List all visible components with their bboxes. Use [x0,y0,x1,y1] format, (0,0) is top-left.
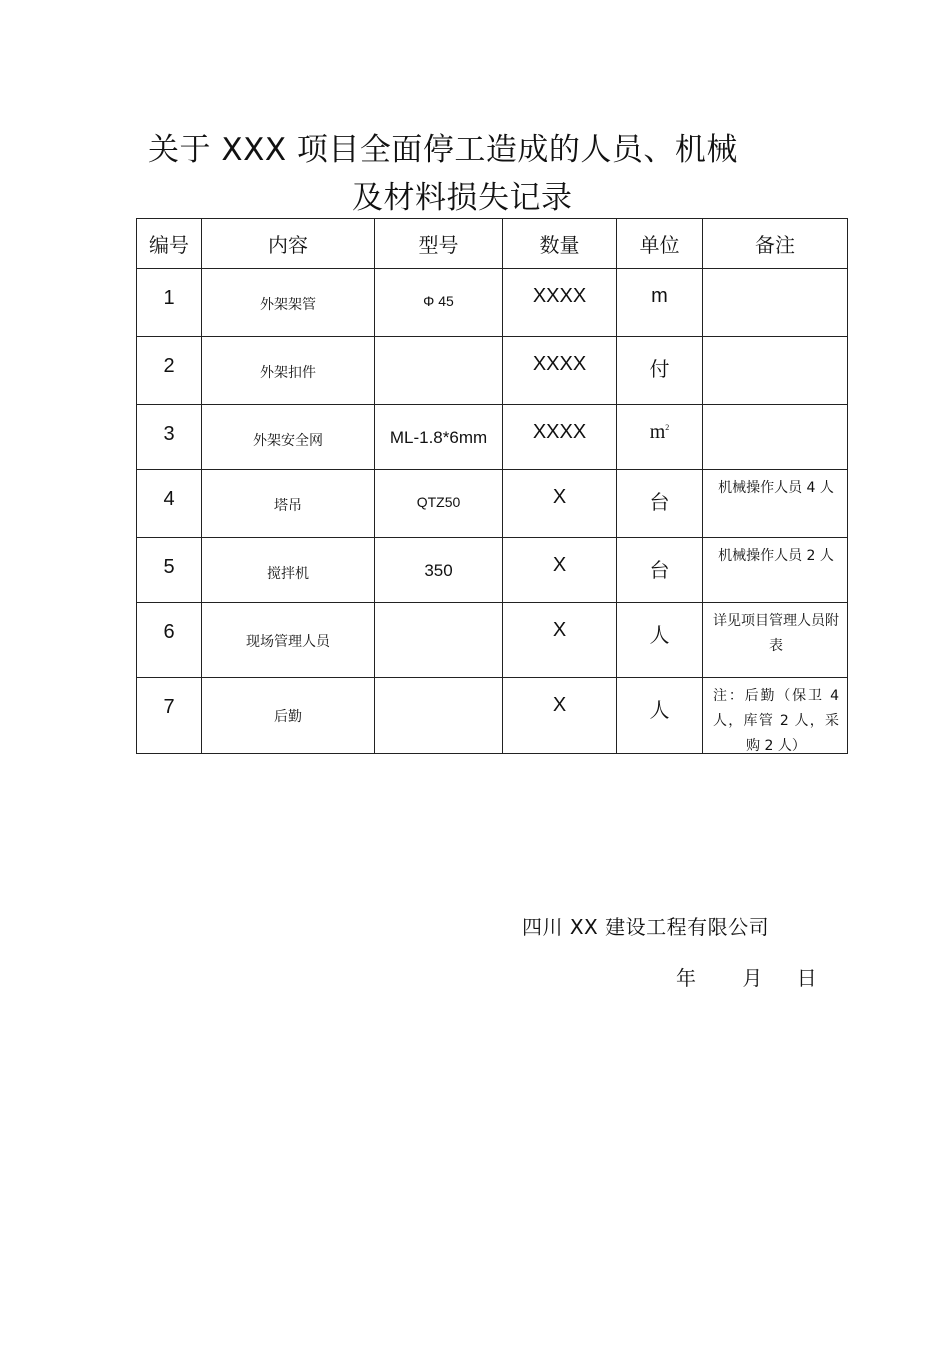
year-label: 年 [676,966,696,990]
row-quantity: XXXX [532,285,587,307]
unit-text: m [649,421,666,443]
row-quantity: X [552,619,567,641]
row-number: 2 [163,355,175,377]
row-content: 搅拌机 [267,566,309,582]
header-content: 内容 [202,219,375,269]
row-number: 1 [163,287,175,309]
row-quantity: XXXX [532,421,587,443]
date-line [676,962,817,991]
unit-superscript: 2 [665,423,670,432]
row-unit: 台 [649,558,670,582]
row-unit: m [651,285,668,307]
table-row [137,603,848,678]
loss-record-table [136,218,848,754]
row-quantity: X [552,486,567,508]
table-row [137,269,848,337]
table-row [137,538,848,603]
row-model: ML-1.8*6mm [389,428,488,447]
header-number: 编号 [137,219,202,269]
day-label: 日 [796,966,817,990]
row-content: 塔吊 [274,498,302,514]
row-model: 350 [424,561,453,580]
document-title-line-2: 及材料损失记录 [352,180,573,216]
row-remark: 注：后勤（保卫 4 人，库管 2 人，采购 2 人） [713,688,839,754]
row-content: 外架扣件 [260,365,316,381]
row-model: QTZ50 [416,494,461,510]
row-unit: 人 [649,698,670,722]
table-row [137,405,848,470]
row-content: 后勤 [274,709,302,725]
row-quantity: XXXX [532,353,587,375]
row-remark: 机械操作人员 2 人 [718,548,834,564]
table-header-row [137,219,848,269]
row-number: 7 [163,696,175,718]
document-title-line-1: 关于 XXX 项目全面停工造成的人员、机械 [148,132,738,168]
row-remark: 详见项目管理人员附表 [713,613,839,654]
row-model: Φ 45 [423,293,454,309]
header-quantity: 数量 [503,219,617,269]
row-quantity: X [552,554,567,576]
month-label: 月 [742,966,763,990]
row-content: 外架架管 [260,297,316,313]
row-content: 外架安全网 [253,433,323,449]
row-number: 6 [163,621,175,643]
row-content: 现场管理人员 [246,634,330,650]
row-quantity: X [552,694,567,716]
table-row [137,337,848,405]
row-number: 3 [163,423,175,445]
header-model: 型号 [375,219,503,269]
header-unit: 单位 [617,219,703,269]
company-signature: 四川 XX 建设工程有限公司 [522,915,770,939]
row-number: 5 [163,556,175,578]
table-row [137,470,848,538]
row-unit: 台 [649,490,670,514]
row-number: 4 [163,488,175,510]
header-remark: 备注 [703,219,848,269]
row-unit [617,421,702,444]
row-remark: 机械操作人员 4 人 [718,480,834,496]
table-row [137,678,848,754]
row-unit: 人 [649,623,670,647]
row-unit: 付 [649,357,670,381]
